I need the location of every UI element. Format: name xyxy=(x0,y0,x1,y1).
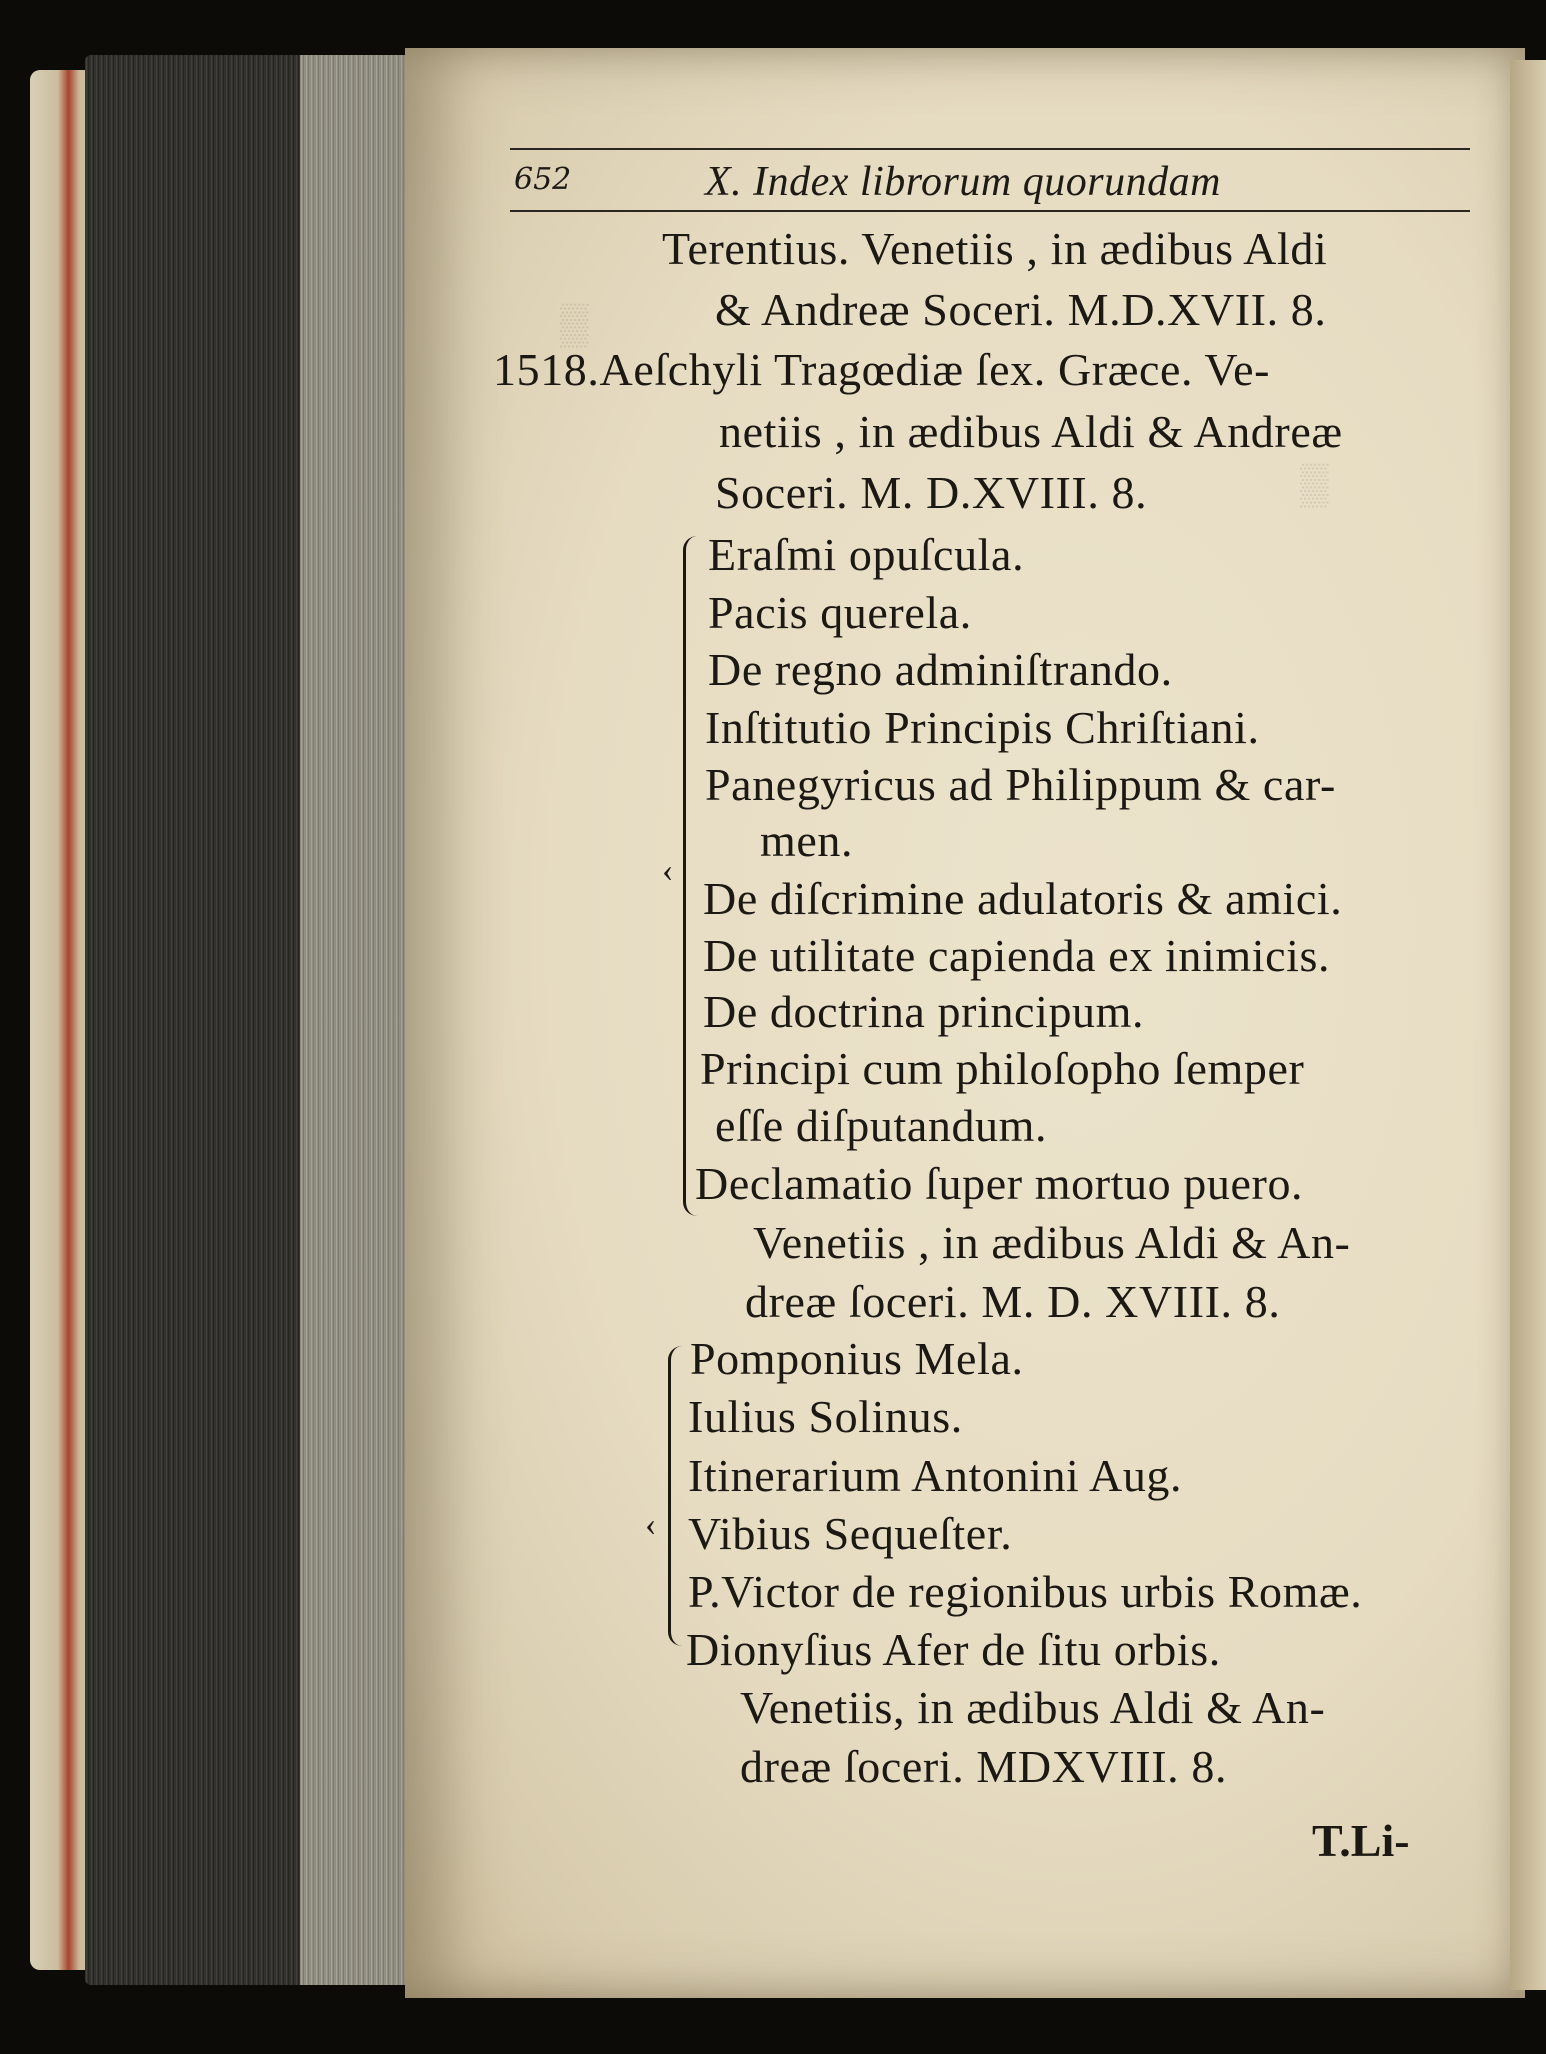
page-number: 652 xyxy=(514,162,572,197)
entry-line: De doctrina principum. xyxy=(703,986,1145,1037)
catchword: T.Li- xyxy=(1312,1815,1410,1866)
entry-line: Dionyſius Afer de ſitu orbis. xyxy=(686,1624,1221,1675)
entry-line: Panegyricus ad Philippum & car- xyxy=(705,759,1336,810)
entry-line: dreæ ſoceri. M. D. XVIII. 8. xyxy=(745,1276,1281,1327)
entry-line: De utilitate capienda ex inimicis. xyxy=(703,930,1331,981)
running-title: X. Index librorum quorundam xyxy=(705,159,1221,205)
entry-line: dreæ ſoceri. MDXVIII. 8. xyxy=(740,1741,1228,1792)
entry-line: De regno adminiſtrando. xyxy=(708,644,1173,695)
entry-line: Inſtitutio Principis Chriſtiani. xyxy=(705,702,1260,753)
entry-line: Vibius Sequeſter. xyxy=(688,1508,1013,1559)
entry-line: netiis , in ædibus Aldi & Andreæ xyxy=(719,406,1343,457)
entry-line: Venetiis , in ædibus Aldi & An- xyxy=(753,1217,1351,1268)
facing-page-edge xyxy=(1510,60,1546,1990)
brace-point: ‹ xyxy=(645,1506,657,1543)
entry-line: 1518.Aeſchyli Tragœdiæ ſex. Græce. Ve- xyxy=(493,344,1271,395)
entry-line: P.Victor de regionibus urbis Romæ. xyxy=(688,1566,1363,1617)
entry-line: Venetiis, in ædibus Aldi & An- xyxy=(740,1682,1326,1733)
show-through-mark: ▒ xyxy=(560,301,589,346)
entry-line: Itinerarium Antonini Aug. xyxy=(688,1450,1183,1501)
brace-bracket xyxy=(683,536,700,1216)
show-through-mark: ▒ xyxy=(1300,461,1329,506)
entry-line: men. xyxy=(760,815,854,866)
brace-point: ‹ xyxy=(662,852,674,889)
entry-line: Iulius Solinus. xyxy=(688,1391,963,1442)
brace-bracket xyxy=(668,1346,685,1646)
entry-line: Terentius. Venetiis , in ædibus Aldi xyxy=(662,223,1328,274)
entry-line: eſſe diſputandum. xyxy=(715,1100,1048,1151)
running-head xyxy=(510,148,1470,212)
entry-line: Principi cum philoſopho ſemper xyxy=(700,1043,1305,1094)
entry-line: Pacis querela. xyxy=(708,587,972,638)
entry-line: Declamatio ſuper mortuo puero. xyxy=(695,1158,1304,1209)
entry-line: De diſcrimine adulatoris & amici. xyxy=(703,873,1343,924)
entry-line: Eraſmi opuſcula. xyxy=(708,529,1025,580)
entry-line: & Andreæ Soceri. M.D.XVII. 8. xyxy=(715,284,1327,335)
entry-line: Pomponius Mela. xyxy=(690,1333,1024,1384)
entry-line: Soceri. M. D.XVIII. 8. xyxy=(715,467,1148,518)
page-edges-light xyxy=(300,55,410,1985)
